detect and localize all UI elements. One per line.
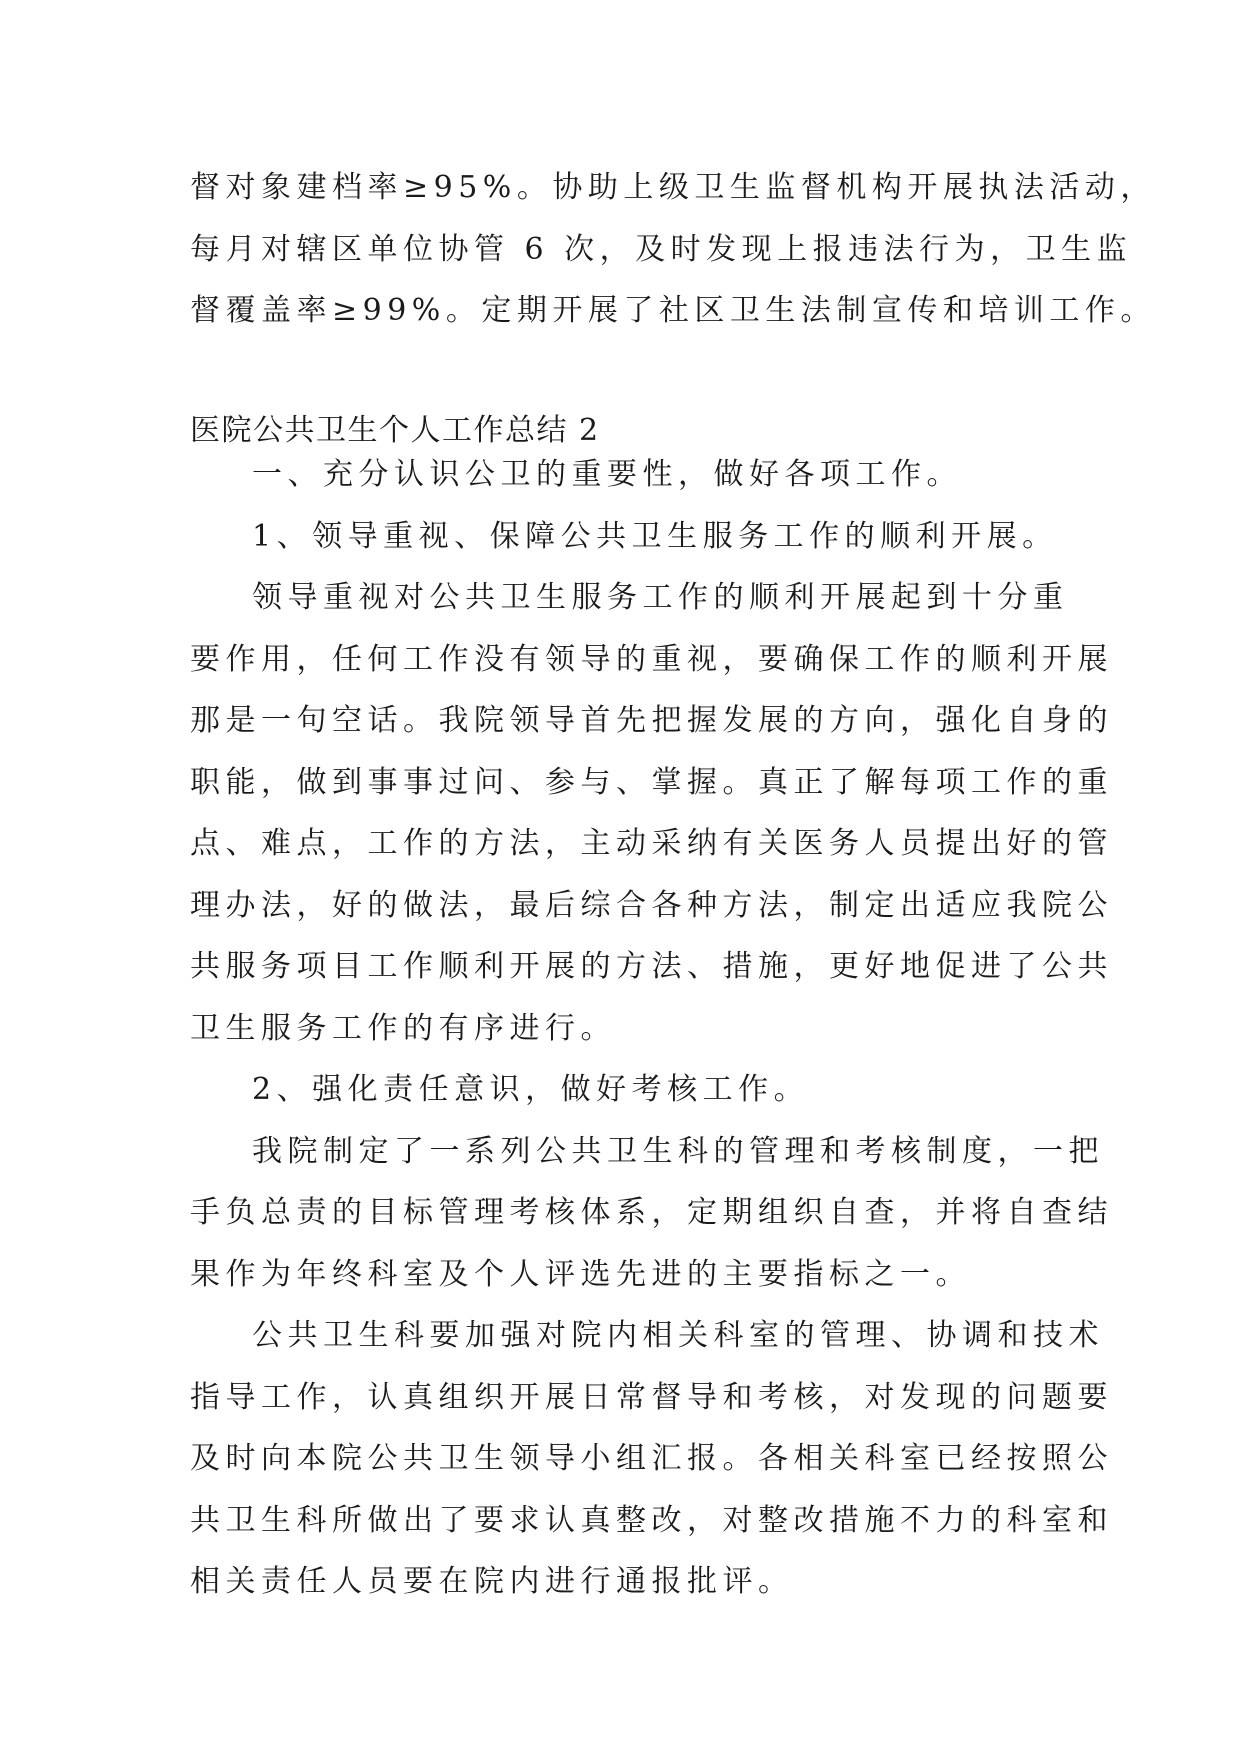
- body-line: 相关责任人员要在院内进行通报批评。: [190, 1564, 794, 1599]
- section-title: 医院公共卫生个人工作总结 2: [190, 413, 600, 448]
- body-line: 要作用，任何工作没有领导的重视，要确保工作的顺利开展: [190, 641, 1113, 677]
- body-line: 职能，做到事事过问、参与、掌握。真正了解每项工作的重: [190, 764, 1113, 800]
- body-line: 指导工作，认真组织开展日常督导和考核，对发现的问题要: [190, 1379, 1113, 1415]
- body-line: 果作为年终科室及个人评选先进的主要指标之一。: [190, 1256, 971, 1292]
- body-line: 1、领导重视、保障公共卫生服务工作的顺利开展。: [252, 518, 1058, 554]
- body-line: 一、充分认识公卫的重要性，做好各项工作。: [252, 457, 962, 492]
- intro-line: 督覆盖率≥99%。定期开展了社区卫生法制宣传和培训工作。: [190, 293, 1156, 328]
- body-line: 共卫生科所做出了要求认真整改，对整改措施不力的科室和: [190, 1502, 1113, 1538]
- body-line: 手负总责的目标管理考核体系，定期组织自查，并将自查结: [190, 1195, 1113, 1230]
- body-line: 卫生服务工作的有序进行。: [190, 1010, 616, 1046]
- body-line: 那是一句空话。我院领导首先把握发展的方向，强化自身的: [190, 703, 1113, 738]
- body-line: 共服务项目工作顺利开展的方法、措施，更好地促进了公共: [190, 949, 1113, 984]
- body-line: 我院制定了一系列公共卫生科的管理和考核制度，一把: [252, 1133, 1104, 1169]
- intro-paragraph: [190, 157, 1156, 342]
- body-line: 理办法，好的做法，最后综合各种方法，制定出适应我院公: [190, 887, 1113, 923]
- intro-line: 每月对辖区单位协管 6 次，及时发现上报违法行为，卫生监: [190, 231, 1133, 267]
- body-line: 及时向本院公共卫生领导小组汇报。各相关科室已经按照公: [190, 1441, 1113, 1476]
- body-line: 公共卫生科要加强对院内相关科室的管理、协调和技术: [252, 1318, 1104, 1353]
- intro-line: 督对象建档率≥95%。协助上级卫生监督机构开展执法活动，: [190, 170, 1156, 205]
- body-line: 领导重视对公共卫生服务工作的顺利开展起到十分重: [252, 580, 1069, 615]
- body-line: 点、难点，工作的方法，主动采纳有关医务人员提出好的管: [190, 826, 1113, 861]
- section-body: [190, 444, 1113, 1613]
- body-line: 2、强化责任意识，做好考核工作。: [252, 1072, 810, 1107]
